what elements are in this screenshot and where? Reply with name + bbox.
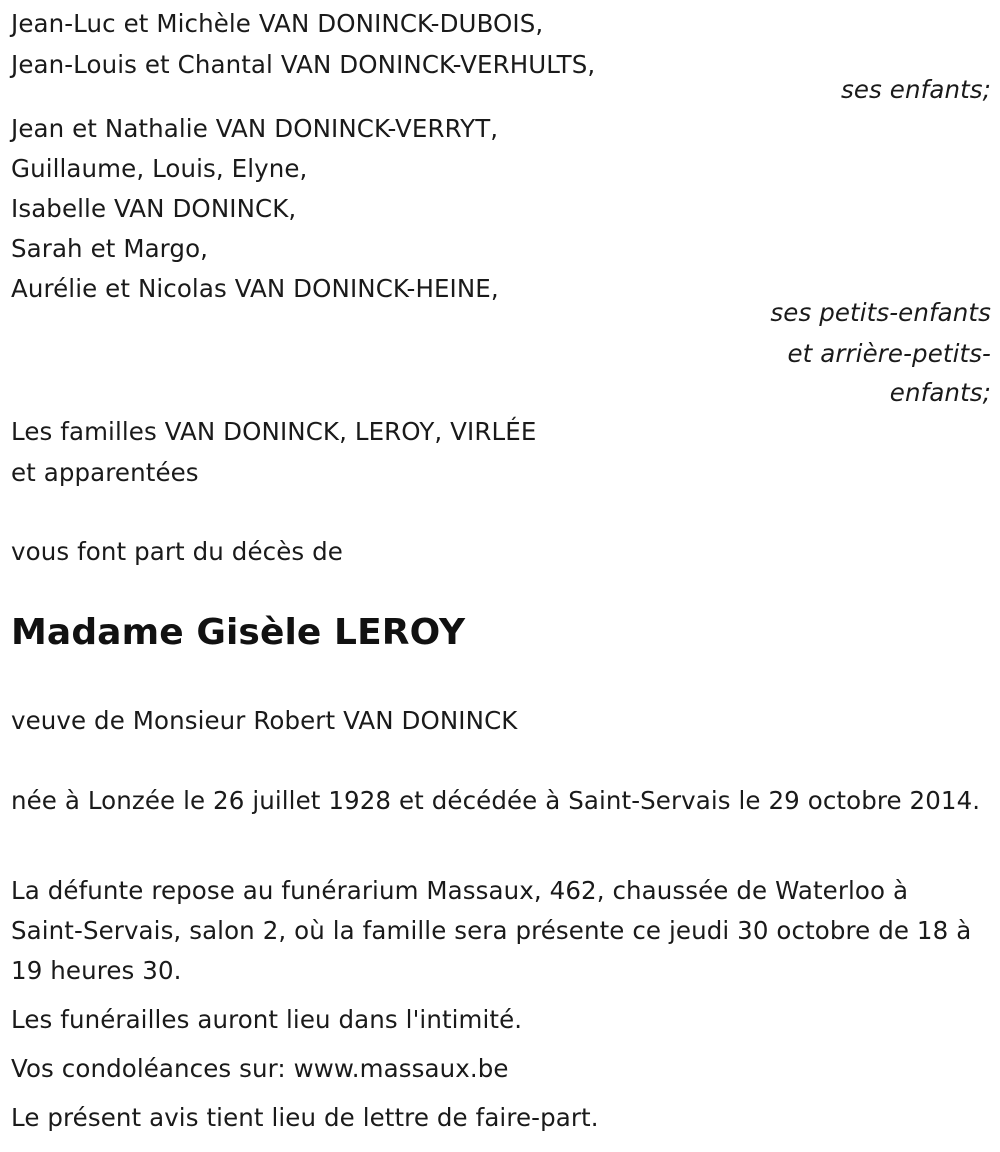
grandchildren-role-line-2: et arrière-petits-: [787, 339, 991, 368]
families-line-1: Les familles VAN DONINCK, LEROY, VIRLÉE: [11, 417, 537, 446]
rest-paragraph: La défunte repose au funérarium Massaux, 462, chaussée de Waterloo à Saint-Servais, salon 2, où la famille sera présente ce jeudi 30 octobre de 18 à 19 heures 30.: [11, 876, 972, 985]
deceased-name: Madame Gisèle LEROY: [11, 612, 466, 653]
grandchildren-line-2: Guillaume, Louis, Elyne,: [11, 154, 308, 183]
announcement-text: vous font part du décès de: [11, 537, 343, 566]
grandchildren-role-line-3: enfants;: [889, 378, 991, 407]
birth-death-paragraph: née à Lonzée le 26 juillet 1928 et décédée à Saint-Servais le 29 octobre 2014.: [11, 786, 981, 815]
children-line-1: Jean-Luc et Michèle VAN DONINCK-DUBOIS,: [11, 9, 544, 38]
funeral-paragraph: Les funérailles auront lieu dans l'intimité.: [11, 1005, 523, 1034]
families-line-2: et apparentées: [11, 458, 199, 487]
children-line-2: Jean-Louis et Chantal VAN DONINCK-VERHULTS,: [11, 50, 596, 79]
condolences-paragraph: Vos condoléances sur: www.massaux.be: [11, 1054, 509, 1083]
grandchildren-line-5: Aurélie et Nicolas VAN DONINCK-HEINE,: [11, 274, 499, 303]
widow-of-text: veuve de Monsieur Robert VAN DONINCK: [11, 706, 518, 735]
children-role: ses enfants;: [841, 75, 991, 104]
grandchildren-line-4: Sarah et Margo,: [11, 234, 209, 263]
grandchildren-line-1: Jean et Nathalie VAN DONINCK-VERRYT,: [11, 114, 499, 143]
grandchildren-line-3: Isabelle VAN DONINCK,: [11, 194, 297, 223]
grandchildren-role-line-1: ses petits-enfants: [770, 298, 991, 327]
notice-paragraph: Le présent avis tient lieu de lettre de faire-part.: [11, 1103, 599, 1132]
